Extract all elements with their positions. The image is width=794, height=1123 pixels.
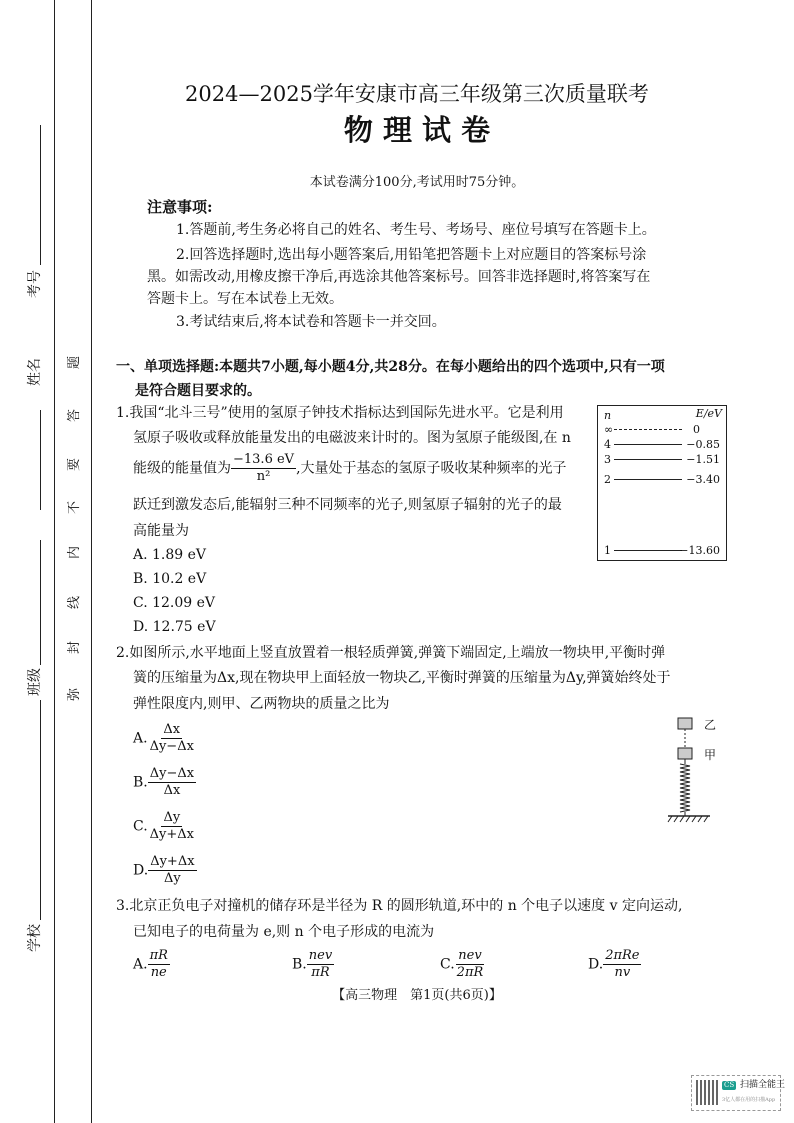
level-line [614,444,682,445]
option-label: C. [133,818,148,835]
level-energy: −3.40 [686,473,720,486]
seal-char: 线 [67,595,83,610]
field-label-xuexiao: 学校 [27,924,43,952]
level-energy: −13.60 [679,544,720,557]
q3-option-d [588,948,641,981]
q1-text: 氢原子吸收或释放能量发出的电磁波来计时的。图为氢原子能级图,在 n [133,430,571,446]
q1-text-pre: 能级的能量值为 [133,460,231,477]
option-numerator: Δx [163,722,181,737]
exam-title: 2024—2025学年安康市高三年级第三次质量联考 [185,82,649,106]
seal-char: 内 [67,545,83,560]
option-label: A. [133,956,148,973]
option-numerator: Δy+Δx [150,854,195,869]
seal-char: 答 [67,408,83,423]
binding-line-right [91,0,92,1123]
scanner-tagline: 3亿人都在用的扫描App [722,1097,776,1103]
option-numerator: Δy [163,810,181,825]
level-energy: −0.85 [686,438,720,451]
q1-option-d: D. 12.75 eV [133,619,216,635]
q1-text: 1.我国“北斗三号”使用的氢原子钟技术指标达到国际先进水平。它是利用 [116,405,564,421]
q2-text: 簧的压缩量为Δx,现在物块甲上面轻放一物块乙,平衡时弹簧的压缩量为Δy,弹簧始终处于 [133,670,671,686]
level-energy: −1.51 [686,453,720,466]
block-yi-label: 乙 [704,718,717,732]
subject-title: 物 理 试 卷 [343,113,491,147]
notice-line: 1.答题前,考生务必将自己的姓名、考生号、考场号、座位号填写在答题卡上。 [176,222,656,238]
seal-char: 弥 [67,687,83,702]
option-numerator: nev [308,948,333,963]
q1-text-post: ,大量处于基态的氢原子吸收某种频率的光子 [296,460,567,477]
energy-level-diagram [597,405,727,561]
option-denominator: Δy [164,871,181,886]
q3-option-a [133,948,170,981]
formula-denominator: n² [256,469,271,484]
option-label: B. [133,774,148,791]
camscanner-logo: CS [724,1081,735,1089]
energy-level [602,473,722,486]
seal-char: 封 [67,640,83,655]
q3-option-b [292,948,334,981]
level-energy: 0 [693,423,700,436]
q1-option-a: A. 1.89 eV [133,547,207,563]
option-denominator: Δx [163,783,181,798]
q2-option-d [133,854,197,887]
option-denominator: ne [150,965,167,980]
q2-text: 2.如图所示,水平地面上竖直放置着一根轻质弹簧,弹簧下端固定,上端放一物块甲,平衡时弹 [116,645,666,661]
option-denominator: Δy+Δx [149,827,195,842]
q2-option-a [133,722,196,755]
q2-option-b [133,766,196,799]
option-denominator: nv [614,965,631,980]
field-label-kaohao: 考号 [27,270,43,298]
option-label: D. [133,862,149,879]
option-numerator: πR [149,948,168,963]
seal-char: 要 [67,457,83,472]
q1-energy-formula [231,452,296,485]
q3-text: 3.北京正负电子对撞机的储存环是半径为 R 的圆形轨道,环中的 n 个电子以速度 v 定向运动, [116,898,683,914]
q1-text: 跃迁到激发态后,能辐射三种不同频率的光子,则氢原子辐射的光子的最 [133,497,562,513]
level-n: 3 [604,453,611,466]
q3-text: 已知电子的电荷量为 e,则 n 个电子形成的电流为 [133,924,435,940]
field-line-xingming [40,410,41,510]
seal-char: 不 [67,500,83,515]
formula-numerator: −13.6 eV [233,452,295,467]
option-label: D. [588,956,604,973]
field-line-xuexiao [40,700,41,920]
option-label: A. [133,730,148,747]
diagram-n-label: n [604,409,612,422]
energy-level [602,438,722,451]
section-heading-cont: 是符合题目要求的。 [135,383,261,399]
exam-info: 本试卷满分100分,考试用时75分钟。 [309,175,525,190]
scanner-badge [691,1075,786,1111]
energy-level [602,544,722,557]
notice-heading: 注意事项: [147,198,213,216]
scanner-name: 扫描全能王 [740,1080,786,1090]
level-n: 2 [604,473,611,486]
section-heading: 一、单项选择题:本题共7小题,每小题4分,共28分。在每小题给出的四个选项中,只有一项 [116,359,665,375]
q1-text: 高能量为 [133,523,189,539]
option-denominator: 2πR [456,965,484,980]
level-n: 4 [604,438,611,451]
qr-code-icon [696,1080,718,1105]
option-numerator: nev [458,948,482,963]
option-label: B. [292,956,307,973]
field-label-xingming: 姓名 [27,358,43,386]
energy-level [602,423,722,436]
level-line [614,479,682,480]
diagram-e-label: E/eV [695,407,722,420]
field-line-banji [40,540,41,665]
q2-option-c [133,810,196,843]
notice-line: 3.考试结束后,将本试卷和答题卡一并交回。 [176,314,446,330]
field-label-banji: 班级 [27,668,43,696]
block-jia-label: 甲 [704,748,717,762]
option-numerator: Δy−Δx [149,766,195,781]
q1-option-c: C. 12.09 eV [133,595,216,611]
q1-text-formula [133,452,567,485]
page-footer: 【高三物理 第1页(共6页)】 [332,988,502,1003]
q3-option-c [440,948,485,981]
level-line [614,459,682,460]
option-denominator: Δy−Δx [149,739,194,754]
option-denominator: πR [311,965,330,980]
q2-text: 弹性限度内,则甲、乙两物块的质量之比为 [133,696,390,712]
q1-option-b: B. 10.2 eV [133,571,207,587]
level-line [614,429,682,430]
notice-line: 2.回答选择题时,选出每小题答案后,用铅笔把答题卡上对应题目的答案标号涂 [176,247,647,263]
level-n: 1 [604,544,611,557]
level-n: ∞ [604,423,614,436]
binding-line-left [54,0,55,1123]
option-numerator: 2πRe [605,948,640,963]
notice-line: 答题卡上。写在本试卷上无效。 [147,291,343,307]
option-label: C. [440,956,455,973]
seal-char: 题 [67,355,83,370]
notice-line: 黑。如需改动,用橡皮擦干净后,再选涂其他答案标号。回答非选择题时,将答案写在 [147,269,651,285]
spring-figure [660,712,720,832]
energy-level [602,453,722,466]
level-line [614,550,682,551]
